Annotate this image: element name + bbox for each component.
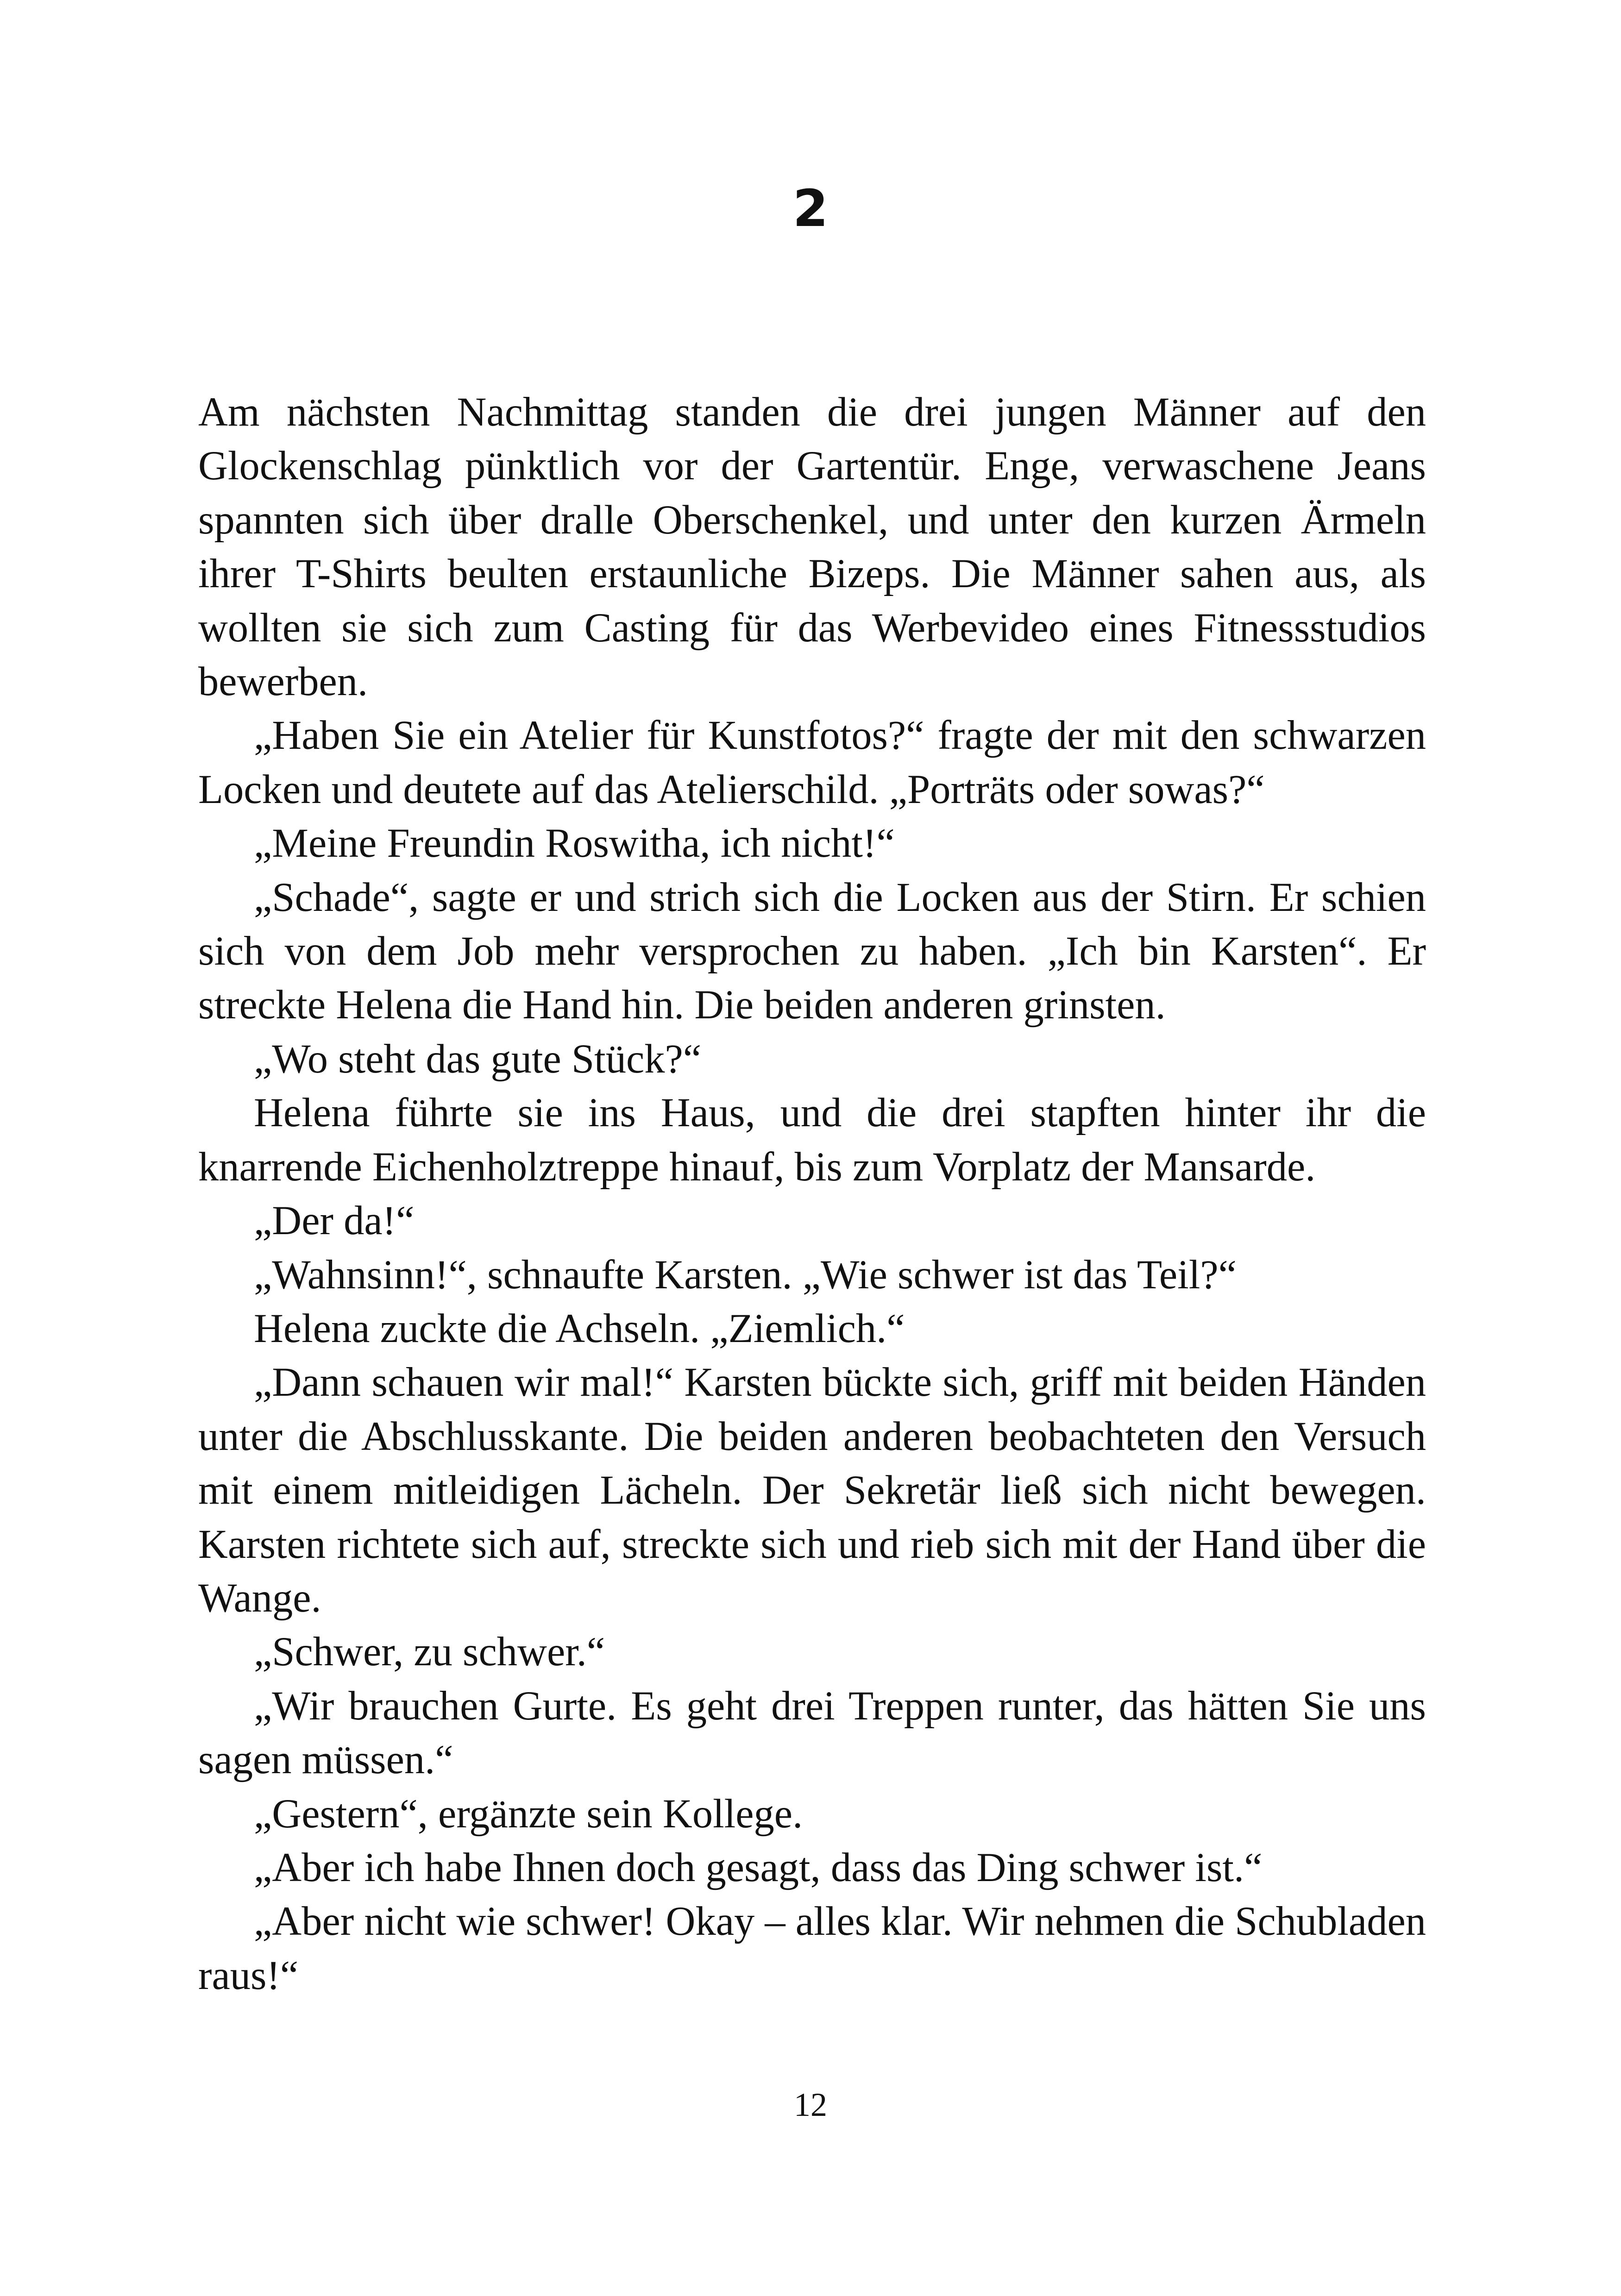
paragraph: „Schade“, sagte er und strich sich die Locken aus der Stirn. Er schien sich von dem Job mehr versprochen zu haben. „Ich bin Karsten“. Er streckte Helena die Hand hin. Die beiden anderen grinsten.: [198, 874, 1426, 1028]
page-number: 12: [794, 2086, 827, 2123]
paragraph: „Aber ich habe Ihnen doch gesagt, dass das Ding schwer ist.“: [254, 1844, 1263, 1890]
paragraph: „Dann schauen wir mal!“ Karsten bückte sich, griff mit beiden Händen unter die Abschlusskante. Die beiden anderen beobachteten den Versuch mit einem mitleidigen Lächeln. Der Sekretär ließ sich nicht bewegen. Karsten richtete sich auf, streckte sich und rieb sich mit der Hand über die Wange.: [198, 1360, 1426, 1621]
chapter-body-text: [198, 385, 1426, 2002]
paragraph: „Wo steht das gute Stück?“: [254, 1036, 702, 1082]
chapter-number: 2: [792, 179, 829, 238]
paragraph: „Aber nicht wie schwer! Okay – alles klar. Wir nehmen die Schubladen raus!“: [198, 1899, 1426, 1998]
paragraph: Helena zuckte die Achseln. „Ziemlich.“: [254, 1305, 905, 1351]
paragraph: Am nächsten Nachmittag standen die drei jungen Männer auf den Glockenschlag pünktlich vor der Gartentür. Enge, verwaschene Jeans spannten sich über dralle Oberschenkel, und unter den kurzen Ärmeln ihrer T-Shirts beulten erstaunliche Bizeps. Die Männer sahen aus, als wollten sie sich zum Casting für das Werbevideo eines Fitnessstudios bewerben.: [198, 389, 1426, 705]
paragraph: „Wir brauchen Gurte. Es geht drei Treppen runter, das hätten Sie uns sagen müssen.“: [198, 1683, 1426, 1783]
paragraph: „Haben Sie ein Atelier für Kunstfotos?“ fragte der mit den schwarzen Locken und deutete auf das Atelierschild. „Porträts oder sowas?“: [198, 713, 1426, 812]
paragraph: „Der da!“: [254, 1198, 415, 1244]
paragraph: „Meine Freundin Roswitha, ich nicht!“: [254, 821, 895, 866]
paragraph: „Gestern“, ergänzte sein Kollege.: [254, 1791, 803, 1837]
paragraph: „Wahnsinn!“, schnaufte Karsten. „Wie schwer ist das Teil?“: [254, 1252, 1237, 1298]
paragraph: „Schwer, zu schwer.“: [254, 1629, 605, 1675]
paragraph: Helena führte sie ins Haus, und die drei stapften hinter ihr die knarrende Eichenholztreppe hinauf, bis zum Vorplatz der Mansarde.: [198, 1090, 1426, 1190]
